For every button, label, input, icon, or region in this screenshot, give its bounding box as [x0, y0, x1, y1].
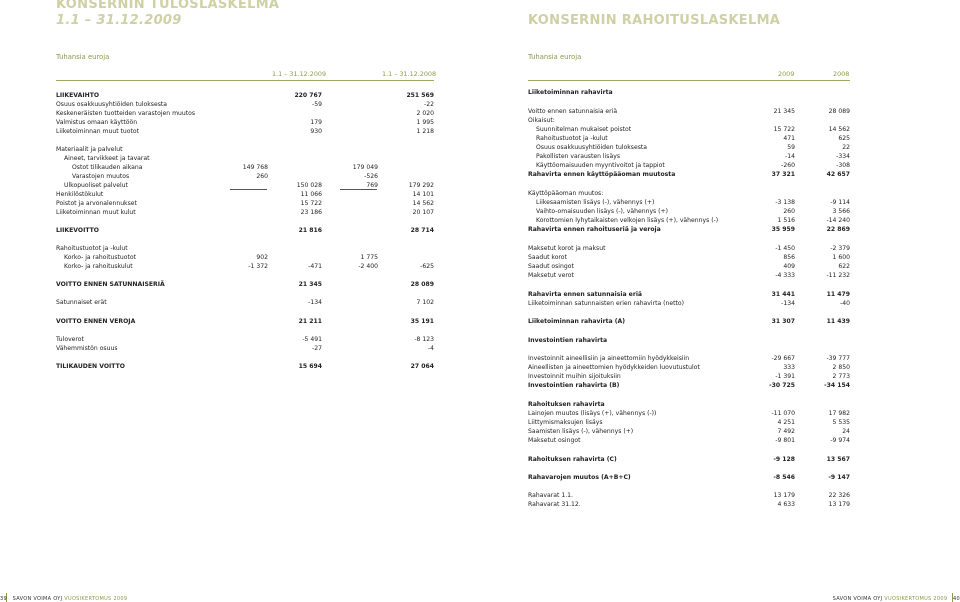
value-2009: 31 307 [771, 318, 795, 325]
value-2008: 28 714 [410, 227, 434, 234]
row-label: Rahoitustuotot ja -kulut [536, 135, 608, 142]
value-2009: 15 722 [773, 126, 795, 133]
value-2009: 13 179 [773, 492, 795, 499]
value-2008: 2 020 [416, 110, 434, 117]
value-2008: -334 [836, 153, 850, 160]
value-2009: 21 345 [298, 281, 322, 288]
value-2009: 409 [783, 263, 795, 270]
row-label: Poistot ja arvonalennukset [56, 200, 137, 207]
cashflow-row [528, 373, 850, 382]
value-2008: -2 379 [830, 245, 850, 252]
row-label: Vähemmistön osuus [56, 345, 118, 352]
left-footer [0, 596, 127, 602]
left-footer-report: VUOSIKERTOMUS 2009 [64, 596, 128, 602]
row-label: Rahavarat 1.1. [528, 492, 573, 499]
value-2008: 1 995 [416, 119, 434, 126]
value-2009: 59 [787, 144, 795, 151]
cashflow-row [528, 126, 850, 135]
right-footer [833, 596, 960, 602]
row-label: Osuus osakkuusyhtiöiden tuloksesta [536, 144, 648, 151]
cashflow-row [528, 318, 850, 327]
cash-flow-title: KONSERNIN RAHOITUSLASKELMA [528, 13, 781, 28]
value-2008: 35 191 [410, 318, 434, 325]
cashflow-row [528, 355, 850, 364]
value-2009: -29 667 [771, 355, 795, 362]
row-label: Rahavirta ennen satunnaisia eriä [528, 291, 643, 298]
income-row [56, 173, 434, 182]
row-label: Maksetut korot ja maksut [528, 245, 606, 252]
value-2009: -3 138 [775, 199, 795, 206]
row-label: Saamisten lisäys (-), vähennys (+) [528, 428, 634, 435]
value-2009: -471 [308, 263, 322, 270]
value-2008: 1 600 [832, 254, 850, 261]
value-2008: 1 218 [416, 128, 434, 135]
value-2009: 21 816 [298, 227, 322, 234]
value-2009: -260 [781, 162, 795, 169]
row-label: Liiketoiminnan rahavirta [528, 89, 613, 96]
row-label: Rahavarojen muutos (A+B+C) [528, 474, 631, 481]
row-label: Henkilöstökulut [56, 191, 104, 198]
value-2008: 24 [842, 428, 850, 435]
income-row [56, 101, 434, 110]
row-label: Aineellisten ja aineettomien hyödykkeiden luovutustulot [528, 364, 700, 371]
value-2008: 5 535 [832, 419, 850, 426]
income-row [56, 155, 434, 164]
row-label: Korottomien lyhytaikaisten velkojen lisäys (+), vähennys (-) [536, 217, 719, 224]
value-2009: 21 345 [773, 108, 795, 115]
cashflow-row [528, 474, 850, 483]
row-label: Käyttöomaisuuden myyntivoitot ja tappiot [536, 162, 665, 169]
value-2008: -14 240 [826, 217, 850, 224]
value-2008: -40 [840, 300, 850, 307]
row-label: Rahavirta ennen rahoituseriä ja veroja [528, 226, 661, 233]
value-2009: 1 516 [777, 217, 795, 224]
cashflow-row [528, 89, 850, 98]
cashflow-row [528, 382, 850, 391]
value-2008: 17 982 [828, 410, 850, 417]
cashflow-row [528, 337, 850, 346]
cashflow-row [528, 199, 850, 208]
value-2008: -308 [836, 162, 850, 169]
row-label: LIIKEVOITTO [56, 227, 99, 234]
value-2008: 22 869 [826, 226, 850, 233]
value-2008: 22 [842, 144, 850, 151]
cashflow-row [528, 437, 850, 446]
income-row [56, 281, 434, 290]
income-row [56, 363, 434, 372]
income-row [56, 209, 434, 218]
value-2009: -134 [308, 299, 322, 306]
value-2009: 15 694 [298, 363, 322, 370]
income-row [56, 318, 434, 327]
value-2009: -1 450 [775, 245, 795, 252]
value-2008: 251 569 [406, 92, 434, 99]
value-2009: 179 [310, 119, 322, 126]
value-2009: -11 070 [771, 410, 795, 417]
row-label: Liiketoiminnan satunnaisten erien rahavirta (netto) [528, 300, 685, 307]
cashflow-row [528, 364, 850, 373]
cashflow-row [528, 162, 850, 171]
value-2009: 7 492 [777, 428, 795, 435]
row-label: Investointien rahavirta (B) [528, 382, 620, 389]
row-label: Keskeneräisten tuotteiden varastojen muutos [56, 110, 196, 117]
value-2009: 260 [783, 208, 795, 215]
value-2008: 179 292 [408, 182, 434, 189]
value-2009: -59 [312, 101, 322, 108]
value-2009: -9 128 [773, 456, 795, 463]
value-2008: -4 [427, 345, 434, 352]
row-label: Rahoitustuotot ja -kulut [56, 245, 128, 252]
row-label: Vaihto-omaisuuden lisäys (-), vähennys (+) [536, 208, 669, 215]
row-label: Lainojen muutos (lisäys (+), vähennys (-)) [528, 410, 657, 417]
cashflow-unit-label: Tuhansia euroja [528, 53, 582, 61]
cashflow-row [528, 144, 850, 153]
value-2009: 31 441 [771, 291, 795, 298]
row-label: Investoinnit aineellisiin ja aineettomiin hyödykkeisiin [528, 355, 690, 362]
subtotal-underline-2008 [340, 189, 377, 190]
value-2009: 150 028 [296, 182, 322, 189]
row-label: Liiketoiminnan muut tuotot [56, 128, 140, 135]
value-2009: 21 211 [298, 318, 322, 325]
value-2008: 20 107 [412, 209, 434, 216]
value-2008: 28 089 [410, 281, 434, 288]
income-col-2008: 1.1 – 31.12.2008 [382, 70, 437, 78]
income-row [56, 146, 434, 155]
row-label: Tuloverot [56, 336, 84, 343]
cashflow-col-2008: 2008 [833, 70, 850, 78]
cashflow-row [528, 254, 850, 263]
value-2008: -11 232 [826, 272, 850, 279]
row-label: Satunnaiset erät [56, 299, 107, 306]
cashflow-row [528, 117, 850, 126]
income-row [56, 299, 434, 308]
value-2009: -134 [781, 300, 795, 307]
value-2008: -9 974 [830, 437, 850, 444]
income-row [56, 227, 434, 236]
row-label: Käyttöpääoman muutos: [528, 190, 604, 197]
cashflow-row [528, 108, 850, 117]
cashflow-col-2009: 2009 [778, 70, 795, 78]
value-2008: 11 439 [826, 318, 850, 325]
value-2009: 220 767 [294, 92, 322, 99]
value-2008: 27 064 [410, 363, 434, 370]
income-header-rule [56, 80, 434, 81]
value-2008: 3 566 [832, 208, 850, 215]
cashflow-row [528, 245, 850, 254]
cashflow-row [528, 501, 850, 510]
value-2009: -30 725 [769, 382, 795, 389]
value-2008: 22 326 [828, 492, 850, 499]
value-2009: -4 333 [775, 272, 795, 279]
row-label: Oikaisut: [528, 117, 555, 124]
value-2008-sub: 769 [366, 182, 378, 189]
value-2009: -5 491 [302, 336, 322, 343]
value-2009: 4 251 [777, 419, 795, 426]
row-label: Korko- ja rahoitustuotot [64, 254, 137, 261]
cashflow-row [528, 272, 850, 281]
income-row [56, 254, 434, 263]
row-label: Liittymismaksujen lisäys [528, 419, 603, 426]
cashflow-row [528, 190, 850, 199]
value-2008: -39 777 [826, 355, 850, 362]
value-2008: 11 479 [826, 291, 850, 298]
cashflow-row [528, 419, 850, 428]
row-label: Rahavarat 31.12. [528, 501, 581, 508]
row-label: Pakollisten varausten lisäys [536, 153, 620, 160]
cashflow-row [528, 153, 850, 162]
value-2009: 23 186 [300, 209, 322, 216]
value-2009: 333 [783, 364, 795, 371]
value-2009: 11 066 [300, 191, 322, 198]
row-label: Investoinnit muihin sijoituksiin [528, 373, 621, 380]
left-footer-company: SAVON VOIMA OYJ [12, 596, 63, 602]
income-row [56, 191, 434, 200]
value-2008-sub: -2 400 [358, 263, 378, 270]
value-2009-sub: 260 [256, 173, 268, 180]
income-row [56, 200, 434, 209]
income-unit-label: Tuhansia euroja [56, 53, 110, 61]
value-2008-sub: 1 775 [360, 254, 378, 261]
value-2008: 2 850 [832, 364, 850, 371]
income-row [56, 263, 434, 272]
value-2008: -625 [420, 263, 434, 270]
row-label: Rahoituksen rahavirta [528, 401, 605, 408]
value-2008: 28 089 [828, 108, 850, 115]
income-row [56, 245, 434, 254]
value-2009-sub: -1 372 [248, 263, 268, 270]
value-2009: 35 959 [771, 226, 795, 233]
cashflow-row [528, 428, 850, 437]
value-2009-sub: 902 [256, 254, 268, 261]
value-2009: -1 391 [775, 373, 795, 380]
income-row [56, 128, 434, 137]
value-2009: 4 633 [777, 501, 795, 508]
row-label: Liiketoiminnan muut kulut [56, 209, 136, 216]
row-label: LIIKEVAIHTO [56, 92, 100, 99]
value-2009: 15 722 [300, 200, 322, 207]
row-label: Voitto ennen satunnaisia eriä [528, 108, 618, 115]
value-2008: 14 562 [412, 200, 434, 207]
value-2009-sub: 149 768 [242, 164, 268, 171]
income-statement-title: KONSERNIN TULOSLASKELMA [56, 0, 280, 12]
value-2008: 622 [838, 263, 850, 270]
income-statement-period: 1.1 – 31.12.2009 [56, 13, 182, 28]
row-label: Rahoituksen rahavirta (C) [528, 456, 617, 463]
row-label: Investointien rahavirta [528, 337, 608, 344]
row-label: Maksetut osingot [528, 437, 581, 444]
income-row [56, 119, 434, 128]
value-2009: 930 [310, 128, 322, 135]
value-2008: 2 773 [832, 373, 850, 380]
income-col-2009: 1.1 – 31.12.2009 [272, 70, 327, 78]
cashflow-row [528, 208, 850, 217]
cashflow-row [528, 300, 850, 309]
left-page-number: 39 [0, 596, 7, 602]
value-2008: -22 [424, 101, 434, 108]
cashflow-row [528, 401, 850, 410]
value-2009: -9 801 [775, 437, 795, 444]
cashflow-row [528, 291, 850, 300]
cashflow-row [528, 171, 850, 180]
row-label: VOITTO ENNEN VEROJA [56, 318, 136, 325]
value-2008: -9 147 [828, 474, 850, 481]
row-label: TILIKAUDEN VOITTO [56, 363, 125, 370]
row-label: Varastojen muutos [72, 173, 130, 180]
row-label: Liiketoiminnan rahavirta (A) [528, 318, 626, 325]
cashflow-row [528, 263, 850, 272]
income-row [56, 345, 434, 354]
value-2008: 42 657 [826, 171, 850, 178]
income-row [56, 164, 434, 173]
cashflow-row [528, 226, 850, 235]
cashflow-row [528, 217, 850, 226]
value-2008-sub: 179 049 [352, 164, 378, 171]
right-footer-report: VUOSIKERTOMUS 2009 [884, 596, 948, 602]
value-2009: 856 [783, 254, 795, 261]
value-2008: 13 567 [826, 456, 850, 463]
row-label: Ulkopuoliset palvelut [64, 182, 128, 189]
row-label: Korko- ja rahoituskulut [64, 263, 133, 270]
value-2008: -8 123 [414, 336, 434, 343]
value-2009: -8 546 [773, 474, 795, 481]
value-2008: 13 179 [828, 501, 850, 508]
row-label: Aineet, tarvikkeet ja tavarat [64, 155, 150, 162]
row-label: Valmistus omaan käyttöön [56, 119, 138, 126]
right-footer-bar [952, 593, 953, 602]
cashflow-row [528, 456, 850, 465]
cashflow-row [528, 492, 850, 501]
row-label: Materiaalit ja palvelut [56, 146, 123, 153]
value-2008: 625 [838, 135, 850, 142]
cashflow-header-rule [528, 80, 850, 81]
row-label: Liikesaamisten lisäys (-), vähennys (+) [536, 199, 655, 206]
income-row [56, 110, 434, 119]
row-label: VOITTO ENNEN SATUNNAISERIÄ [56, 281, 165, 288]
row-label: Maksetut verot [528, 272, 574, 279]
cashflow-row [528, 135, 850, 144]
row-label: Saadut osingot [528, 263, 574, 270]
row-label: Osuus osakkuusyhtiöiden tuloksesta [56, 101, 168, 108]
value-2008-sub: -526 [364, 173, 378, 180]
row-label: Ostot tilikauden aikana [72, 164, 143, 171]
right-page-number: 40 [953, 596, 960, 602]
value-2009: 471 [783, 135, 795, 142]
row-label: Saadut korot [528, 254, 567, 261]
value-2008: 14 562 [828, 126, 850, 133]
value-2008: 7 102 [416, 299, 434, 306]
income-row [56, 336, 434, 345]
income-row [56, 92, 434, 101]
subtotal-underline-2009 [230, 189, 267, 190]
row-label: Suunnitelman mukaiset poistot [536, 126, 632, 133]
value-2008: -9 114 [830, 199, 850, 206]
value-2009: 37 321 [771, 171, 795, 178]
value-2009: -14 [785, 153, 795, 160]
value-2008: 14 101 [412, 191, 434, 198]
row-label: Rahavirta ennen käyttöpääoman muutosta [528, 171, 676, 178]
value-2008: -34 154 [824, 382, 850, 389]
cashflow-row [528, 410, 850, 419]
right-footer-company: SAVON VOIMA OYJ [832, 596, 883, 602]
value-2009: -27 [312, 345, 322, 352]
